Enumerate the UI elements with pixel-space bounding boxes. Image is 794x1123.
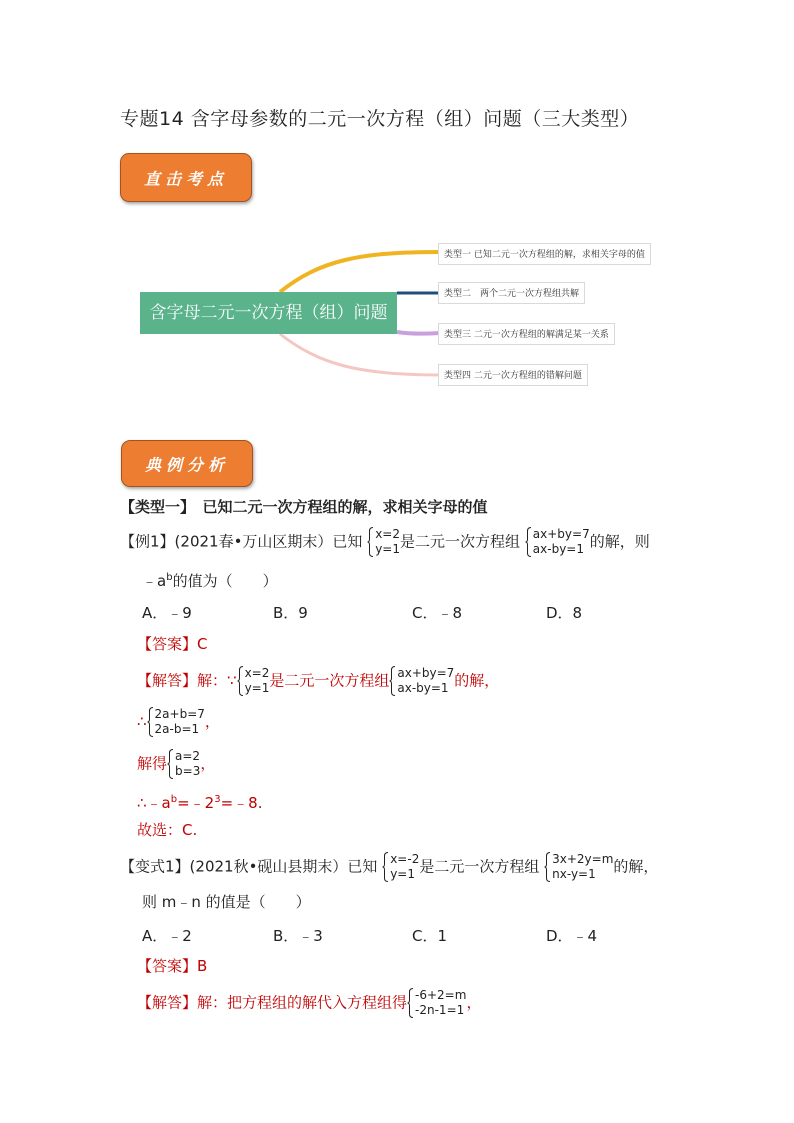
expr-part: =﹣2 bbox=[177, 794, 215, 812]
type1-heading: 【类型一】 已知二元一次方程组的解，求相关字母的值 bbox=[120, 498, 488, 516]
equation-system bbox=[389, 666, 454, 696]
example1-middle: 是二元一次方程组 bbox=[400, 532, 521, 551]
example1-prefix: 【例1】(2021春•万山区期末）已知 bbox=[120, 532, 363, 551]
option-a: A．﹣9 bbox=[142, 604, 192, 622]
option-a: A．﹣2 bbox=[142, 927, 192, 945]
variant1-question-cont: 则 m﹣n 的值是（ ） bbox=[142, 893, 311, 911]
variant1-prefix: 【变式1】(2021秋•砚山县期末）已知 bbox=[120, 857, 378, 876]
option-d: D．﹣4 bbox=[546, 927, 598, 945]
solution-label: 【解答】 bbox=[137, 993, 198, 1012]
equation: -2n-1=1 bbox=[415, 1003, 465, 1017]
section-badge-exam-points bbox=[120, 153, 252, 202]
branch-line-4 bbox=[280, 334, 440, 375]
option-c: C．1 bbox=[412, 927, 448, 945]
equation: y=1 bbox=[390, 867, 415, 881]
option-b: B．﹣3 bbox=[273, 927, 323, 945]
brace-icon bbox=[382, 852, 389, 882]
equation-system bbox=[167, 749, 200, 779]
example1-step2 bbox=[137, 749, 215, 779]
equation: a=2 bbox=[175, 749, 201, 763]
brace-icon bbox=[544, 852, 551, 882]
punctuation: ， bbox=[200, 754, 216, 773]
mindmap-branch-type4: 类型四 二元一次方程组的错解问题 bbox=[438, 364, 588, 386]
expr-base: ﹣a bbox=[142, 572, 167, 590]
solution-text: 解：∵ bbox=[197, 671, 237, 690]
example1-question-cont bbox=[142, 568, 278, 591]
mindmap-central-topic: 含字母二元一次方程（组）问题 bbox=[140, 292, 397, 334]
example1-question bbox=[120, 527, 650, 557]
example1-step1 bbox=[137, 707, 220, 737]
equation-system bbox=[544, 852, 613, 882]
equation: b=3 bbox=[175, 764, 201, 778]
equation: -6+2=m bbox=[415, 988, 467, 1002]
option-b: B．9 bbox=[273, 604, 308, 622]
mindmap-connectors bbox=[0, 230, 794, 390]
badge-label: 典例分析 bbox=[144, 455, 229, 474]
punctuation: ， bbox=[204, 712, 220, 731]
equation: x=-2 bbox=[390, 852, 420, 866]
mindmap-branch-type2: 类型二 两个二元一次方程组共解 bbox=[438, 282, 585, 304]
expr-exponent: 3 bbox=[214, 794, 221, 805]
expr-exponent: b bbox=[166, 572, 173, 583]
brace-icon bbox=[237, 666, 244, 696]
equation: ax+by=7 bbox=[532, 527, 590, 541]
expr-exponent: b bbox=[170, 794, 178, 805]
equation-system bbox=[147, 707, 205, 737]
equation: 3x+2y=m bbox=[552, 852, 614, 866]
solution-text: 解：把方程组的解代入方程组得 bbox=[197, 993, 408, 1012]
variant1-suffix: 的解， bbox=[613, 857, 659, 876]
therefore-symbol: ∴ bbox=[137, 712, 147, 731]
equation: x=2 bbox=[375, 527, 400, 541]
solution-label: 【解答】 bbox=[137, 671, 198, 690]
mindmap-branch-type1: 类型一 已知二元一次方程组的解，求相关字母的值 bbox=[438, 243, 651, 265]
equation: 2a+b=7 bbox=[154, 707, 205, 721]
branch-line-3 bbox=[397, 332, 440, 334]
solution-system bbox=[382, 852, 419, 882]
answer-label: 【答案】 bbox=[137, 635, 198, 653]
equation: ax+by=7 bbox=[397, 666, 455, 680]
option-d: D．8 bbox=[546, 604, 583, 622]
equation-system bbox=[525, 527, 590, 557]
brace-icon bbox=[147, 707, 154, 737]
mindmap-branch-type3: 类型三 二元一次方程组的解满足某一关系 bbox=[438, 323, 615, 345]
equation: nx-y=1 bbox=[552, 867, 596, 881]
equation-system bbox=[407, 988, 466, 1018]
solution-system bbox=[367, 527, 400, 557]
brace-icon bbox=[167, 749, 174, 779]
answer-label: 【答案】 bbox=[137, 957, 198, 975]
expr-part: ∴﹣a bbox=[137, 794, 171, 812]
solution-text: 的解， bbox=[454, 671, 500, 690]
example1-final bbox=[137, 790, 263, 813]
option-c: C．﹣8 bbox=[412, 604, 463, 622]
equation: x=2 bbox=[244, 666, 270, 680]
brace-icon bbox=[525, 527, 532, 557]
brace-icon bbox=[389, 666, 396, 696]
example1-answer bbox=[137, 634, 208, 654]
section-badge-examples bbox=[121, 440, 253, 487]
expr-part: =﹣8. bbox=[220, 794, 263, 812]
equation: ax-by=1 bbox=[532, 542, 584, 556]
solution-system bbox=[237, 666, 270, 696]
equation: y=1 bbox=[375, 542, 400, 556]
equation: 2a-b=1 bbox=[154, 722, 200, 736]
example1-choose: 故选：C. bbox=[137, 821, 198, 839]
answer-value: C bbox=[197, 635, 208, 653]
expr-tail: 的值为（ ） bbox=[172, 572, 278, 590]
equation: ax-by=1 bbox=[397, 681, 449, 695]
variant1-answer bbox=[137, 956, 207, 976]
answer-value: B bbox=[197, 957, 208, 975]
branch-line-1 bbox=[280, 252, 440, 292]
variant1-middle: 是二元一次方程组 bbox=[419, 857, 540, 876]
page-title: 专题14 含字母参数的二元一次方程（组）问题（三大类型） bbox=[120, 108, 640, 130]
solution-text: 是二元一次方程组 bbox=[269, 671, 390, 690]
brace-icon bbox=[367, 527, 374, 557]
punctuation: ， bbox=[466, 993, 482, 1012]
example1-solution bbox=[137, 666, 499, 696]
equation: y=1 bbox=[244, 681, 270, 695]
variant1-question bbox=[120, 852, 658, 882]
solved-label: 解得 bbox=[137, 754, 168, 773]
brace-icon bbox=[407, 988, 414, 1018]
badge-label: 直击考点 bbox=[143, 169, 228, 188]
example1-suffix: 的解，则 bbox=[589, 532, 650, 551]
variant1-solution bbox=[137, 988, 481, 1018]
